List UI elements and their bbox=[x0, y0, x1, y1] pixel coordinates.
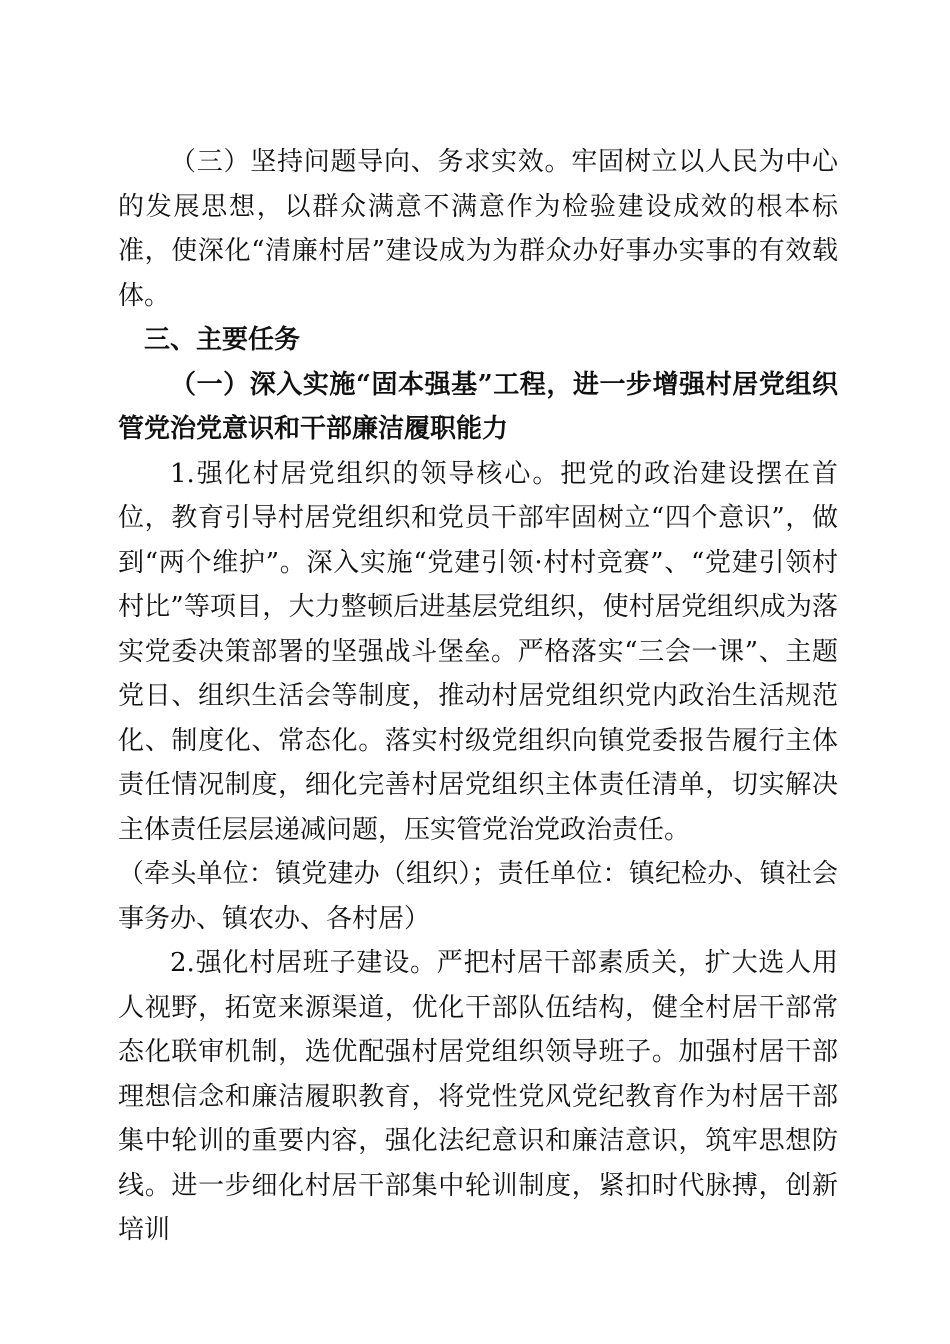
paragraph-item-1-note: （牵头单位：镇党建办（组织）；责任单位：镇纪检办、镇社会事务办、镇农办、各村居） bbox=[118, 859, 838, 934]
subheading-task-1: （一）深入实施“固本强基”工程，进一步增强村居党组织管党治党意识和干部廉洁履职能力 bbox=[118, 369, 838, 444]
document-body bbox=[118, 140, 838, 1253]
paragraph-item-2: 2.强化村居班子建设。严把村居干部素质关，扩大选人用人视野，拓宽来源渠道，优化干部队伍结构，健全村居干部常态化联审机制，选优配强村居党组织领导班子。加强村居干部理想信念和廉洁履职教育，将党性党风党纪教育作为村居干部集中轮训的重要内容，强化法纪意识和廉洁意识，筑牢思想防线。进一步细化村居干部集中轮训制度，紧扣时代脉搏，创新培训 bbox=[118, 948, 838, 1245]
paragraph-item-1: 1.强化村居党组织的领导核心。把党的政治建设摆在首位，教育引导村居党组织和党员干部牢固树立“四个意识”，做到“两个维护”。深入实施“党建引领·村村竞赛”、“党建引领村村比”等项目，大力整顿后进基层党组织，使村居党组织成为落实党委决策部署的坚强战斗堡垒。严格落实“三会一课”、主题党日、组织生活会等制度，推动村居党组织党内政治生活规范化、制度化、常态化。落实村级党组织向镇党委报告履行主体责任情况制度，细化完善村居党组织主体责任清单，切实解决主体责任层层递减问题，压实管党治党政治责任。 bbox=[118, 458, 838, 845]
paragraph-section-3-3: （三）坚持问题导向、务求实效。牢固树立以人民为中心的发展思想，以群众满意不满意作为检验建设成效的根本标准，使深化“清廉村居”建设成为为群众办好事办实事的有效载体。 bbox=[118, 147, 838, 311]
heading-main-tasks: 三、主要任务 bbox=[144, 325, 301, 355]
